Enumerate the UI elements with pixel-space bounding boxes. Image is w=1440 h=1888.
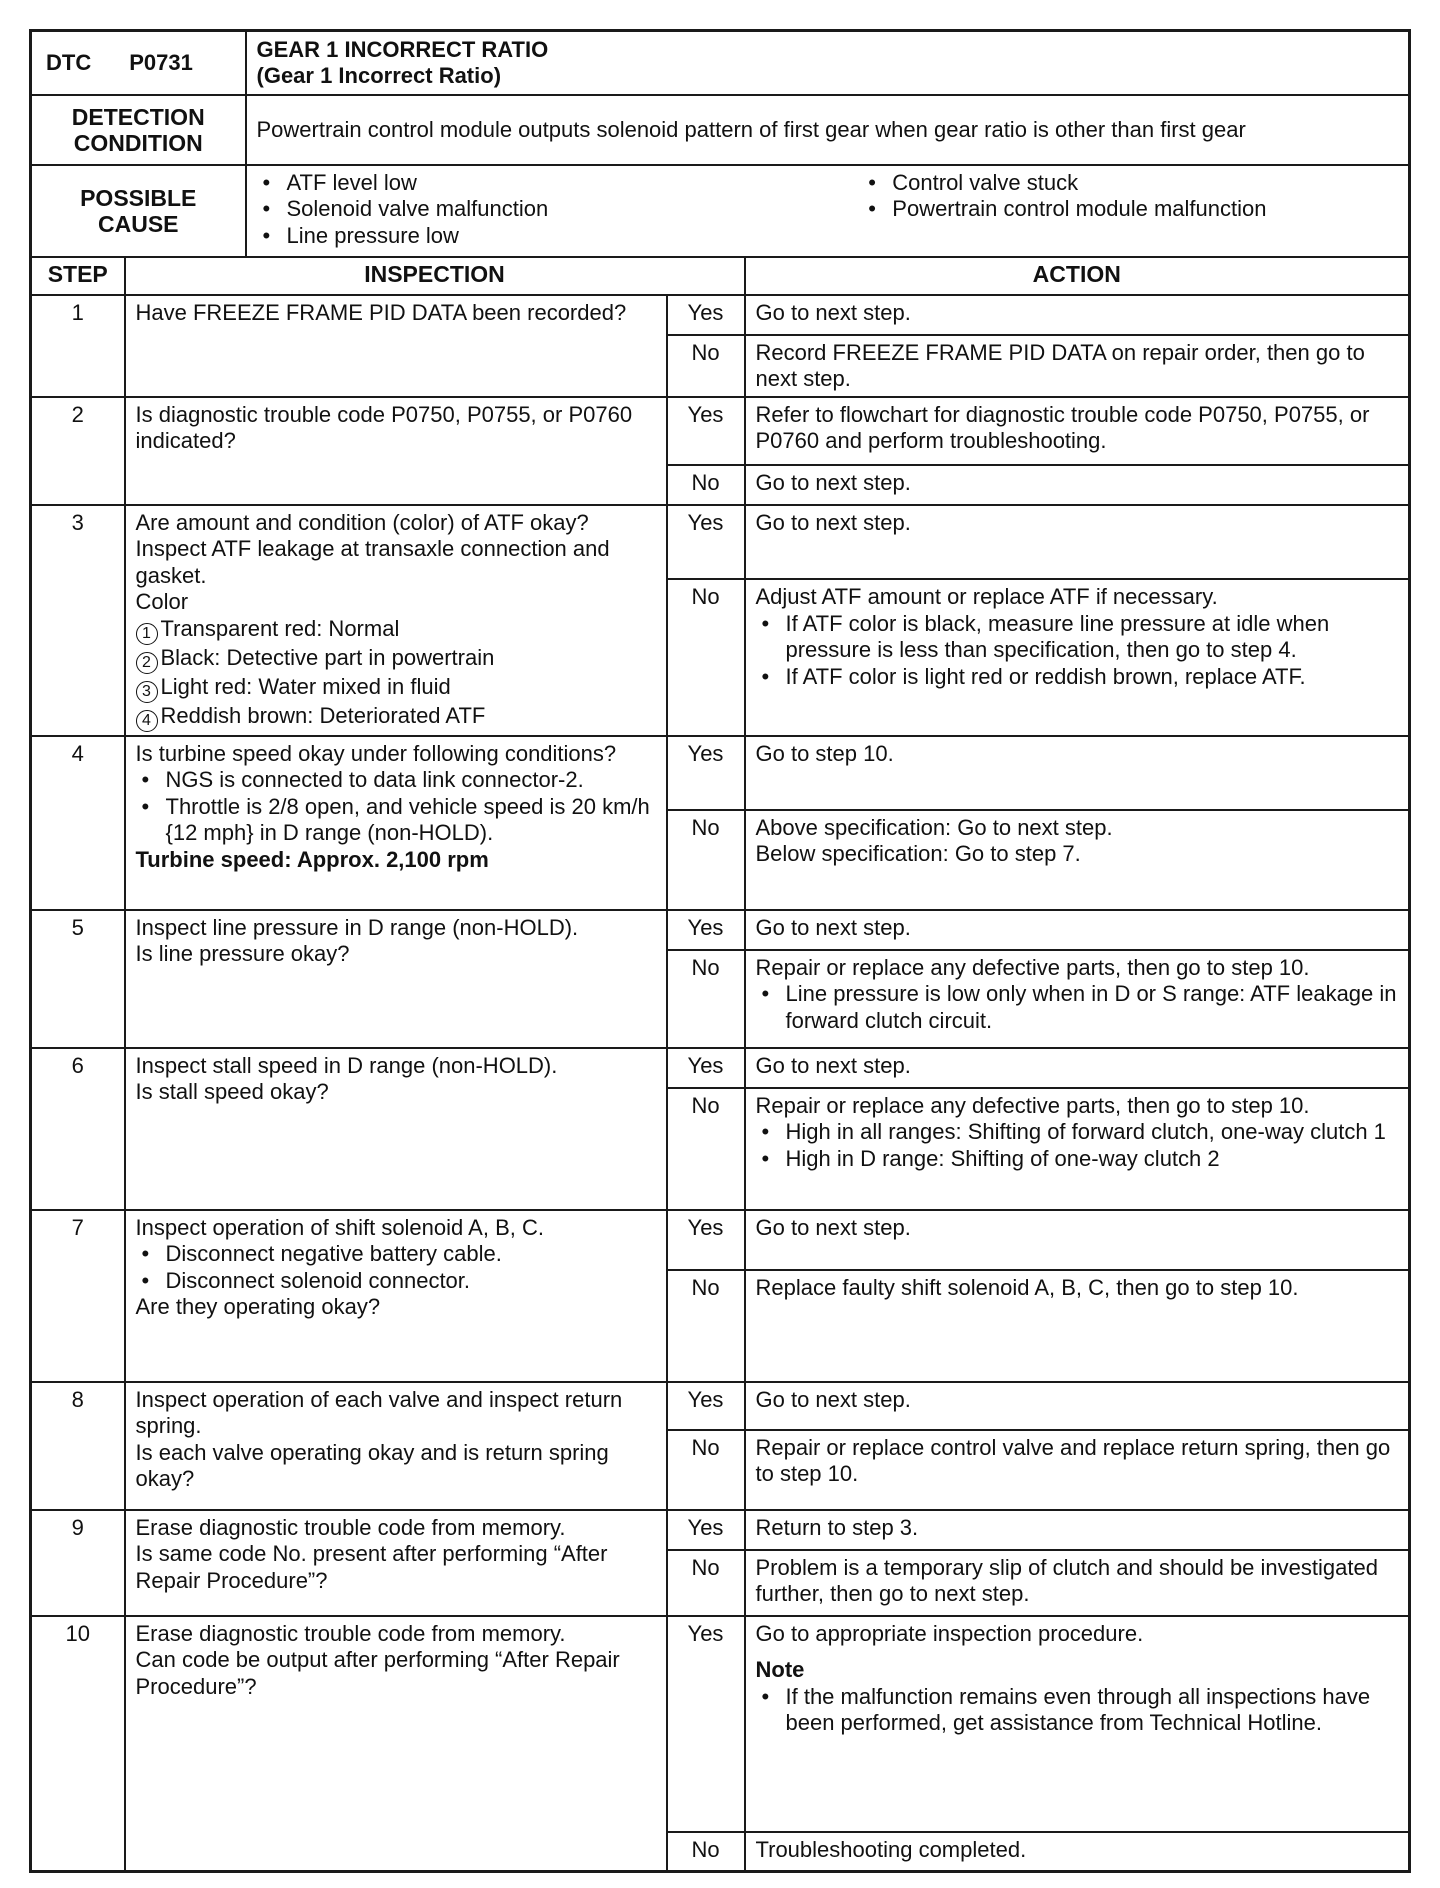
yes-action: Refer to flowchart for diagnostic trouble code P0750, P0755, or P0760 and perform troubleshooting. [745,397,1410,465]
step-row [31,505,1410,580]
yes-label: Yes [667,1210,745,1270]
step-row [31,910,1410,950]
inspection-line: Erase diagnostic trouble code from memory. [135,1620,566,1646]
yes-label: Yes [667,397,745,465]
no-label: No [667,465,745,505]
inspection-line: Inspect operation of each valve and inspect return spring. [135,1386,623,1438]
no-label: No [667,335,745,397]
detection-text: Powertrain control module outputs solenoid pattern of first gear when gear ratio is other than first gear [246,95,1410,165]
step-inspection: Is diagnostic trouble code P0750, P0755, or P0760 indicated? [125,397,667,505]
circled-number-icon: 2 [136,652,158,674]
no-label: No [667,810,745,910]
action-bullet: • If ATF color is light red or reddish brown, replace ATF. [756,664,1399,691]
no-action: Replace faulty shift solenoid A, B, C, then go to step 10. [745,1270,1410,1382]
inspection-bullet: • Throttle is 2/8 open, and vehicle speed is 20 km/h {12 mph} in D range (non-HOLD). [136,794,656,847]
step-number: 4 [31,736,125,910]
inspection-line: Are they operating okay? [135,1294,381,1319]
cause-label-line2: CAUSE [97,211,179,237]
step-inspection [125,736,667,910]
no-action [745,810,1410,910]
step-inspection [125,505,667,736]
yes-action: Go to step 10. [745,736,1410,810]
yes-action: Go to next step. [745,1382,1410,1430]
step-row [31,1048,1410,1088]
dtc-code: P0731 [129,50,193,75]
yes-action: Go to next step. [745,1048,1410,1088]
yes-label: Yes [667,736,745,810]
step-row [31,295,1410,335]
column-header-row [31,257,1410,295]
yes-action: Go to next step. [745,910,1410,950]
no-label: No [667,1088,745,1210]
inspection-line: Erase diagnostic trouble code from memory. [135,1514,566,1540]
step-row [31,397,1410,465]
action-text: Below specification: Go to step 7. [755,841,1081,866]
step-inspection [125,1048,667,1210]
note-label: Note [755,1657,805,1682]
no-label: No [667,579,745,735]
cause-item: • Powertrain control module malfunction [862,196,1398,223]
yes-action: Go to next step. [745,1210,1410,1270]
column-header-action: ACTION [745,257,1410,295]
step-number: 6 [31,1048,125,1210]
action-text: Repair or replace any defective parts, then go to step 10. [755,954,1310,980]
no-label: No [667,950,745,1048]
step-inspection: Have FREEZE FRAME PID DATA been recorded? [125,295,667,397]
dtc-table [29,29,1411,1873]
no-action: Repair or replace control valve and replace return spring, then go to step 10. [745,1430,1410,1510]
no-action [745,1088,1410,1210]
cause-label [31,165,246,257]
no-label: No [667,1832,745,1872]
color-item [136,674,656,703]
inspection-line: Is each valve operating okay and is return spring okay? [135,1439,609,1491]
no-label: No [667,1550,745,1616]
no-action [745,579,1410,735]
step-inspection [125,1210,667,1382]
circled-number-icon: 1 [136,623,158,645]
color-item [136,703,656,732]
action-bullet: • High in D range: Shifting of one-way clutch 2 [756,1146,1399,1173]
yes-label: Yes [667,1382,745,1430]
dtc-code-cell [31,31,246,95]
detection-label [31,95,246,165]
inspection-line: Is same code No. present after performing “After Repair Procedure”? [135,1541,608,1593]
step-number: 1 [31,295,125,397]
step-number: 8 [31,1382,125,1510]
step-row [31,1510,1410,1550]
yes-action: Return to step 3. [745,1510,1410,1550]
inspection-line: Is line pressure okay? [135,941,350,966]
cause-item: • Control valve stuck [862,170,1398,197]
step-number: 2 [31,397,125,505]
dtc-subtitle: (Gear 1 Incorrect Ratio) [256,63,502,89]
cause-list [246,165,1410,257]
no-action: Record FREEZE FRAME PID DATA on repair order, then go to next step. [745,335,1410,397]
color-label: Color [135,589,189,614]
step-row [31,1210,1410,1270]
no-label: No [667,1270,745,1382]
yes-action: Go to next step. [745,295,1410,335]
no-action: Troubleshooting completed. [745,1832,1410,1872]
step-number: 5 [31,910,125,1048]
inspection-bullet: • Disconnect solenoid connector. [136,1268,656,1295]
color-text: Transparent red: Normal [160,615,400,641]
cause-item: • ATF level low [257,170,793,197]
turbine-speed-spec: Turbine speed: Approx. 2,100 rpm [135,846,489,872]
yes-label: Yes [667,1616,745,1832]
step-inspection [125,1382,667,1510]
dtc-header-row [31,31,1410,95]
step-row [31,736,1410,810]
step-inspection [125,1616,667,1872]
action-text: Go to appropriate inspection procedure. [755,1620,1144,1646]
step-inspection [125,1510,667,1616]
inspection-bullet: • Disconnect negative battery cable. [136,1241,656,1268]
inspection-bullet: • NGS is connected to data link connector-2. [136,767,656,794]
yes-action: Go to next step. [745,505,1410,580]
column-header-inspection: INSPECTION [125,257,745,295]
dtc-title-cell [246,31,1410,95]
note-bullet: • If the malfunction remains even through all inspections have been performed, get assistance from Technical Hotline. [756,1684,1399,1737]
cause-label-line1: POSSIBLE [80,184,197,211]
color-text: Light red: Water mixed in fluid [160,673,451,699]
step-row [31,1382,1410,1430]
dtc-title: GEAR 1 INCORRECT RATIO [256,36,549,62]
action-text: Repair or replace any defective parts, then go to step 10. [755,1092,1310,1118]
action-text: Adjust ATF amount or replace ATF if necessary. [755,584,1218,610]
yes-label: Yes [667,910,745,950]
yes-label: Yes [667,505,745,580]
action-bullet: • If ATF color is black, measure line pressure at idle when pressure is less than specification, then go to step 4. [756,611,1399,664]
inspection-line: Is stall speed okay? [135,1079,329,1104]
yes-label: Yes [667,295,745,335]
action-bullet: • Line pressure is low only when in D or S range: ATF leakage in forward clutch circuit. [756,981,1399,1034]
color-text: Reddish brown: Deteriorated ATF [160,702,486,728]
no-action: Go to next step. [745,465,1410,505]
inspection-line: Inspect stall speed in D range (non-HOLD). [135,1052,558,1078]
cause-item: • Solenoid valve malfunction [257,196,793,223]
yes-label: Yes [667,1510,745,1550]
detection-row [31,95,1410,165]
step-number: 10 [31,1616,125,1872]
no-action [745,950,1410,1048]
no-action: Problem is a temporary slip of clutch and should be investigated further, then go to next step. [745,1550,1410,1616]
color-text: Black: Detective part in powertrain [160,644,495,670]
step-number: 7 [31,1210,125,1382]
inspection-line: Inspect ATF leakage at transaxle connection and gasket. [135,536,610,588]
step-row [31,1616,1410,1832]
dtc-label: DTC [46,50,92,75]
color-item [136,616,656,645]
circled-number-icon: 4 [136,710,158,732]
no-label: No [667,1430,745,1510]
inspection-line: Is turbine speed okay under following conditions? [135,740,617,766]
inspection-line: Can code be output after performing “After Repair Procedure”? [135,1647,620,1699]
step-inspection [125,910,667,1048]
action-text: Above specification: Go to next step. [755,814,1113,840]
detection-label-line2: CONDITION [73,130,203,156]
inspection-line: Inspect line pressure in D range (non-HOLD). [135,914,579,940]
step-number: 9 [31,1510,125,1616]
action-bullet: • High in all ranges: Shifting of forward clutch, one-way clutch 1 [756,1119,1399,1146]
yes-label: Yes [667,1048,745,1088]
step-number: 3 [31,505,125,736]
cause-item: • Line pressure low [257,223,793,250]
diagnostic-sheet [29,29,1408,1873]
color-item [136,645,656,674]
circled-number-icon: 3 [136,681,158,703]
inspection-line: Inspect operation of shift solenoid A, B, C. [135,1214,544,1240]
column-header-step: STEP [31,257,125,295]
cause-row [31,165,1410,257]
inspection-line: Are amount and condition (color) of ATF okay? [135,509,589,535]
yes-action [745,1616,1410,1832]
detection-label-line1: DETECTION [71,103,205,130]
